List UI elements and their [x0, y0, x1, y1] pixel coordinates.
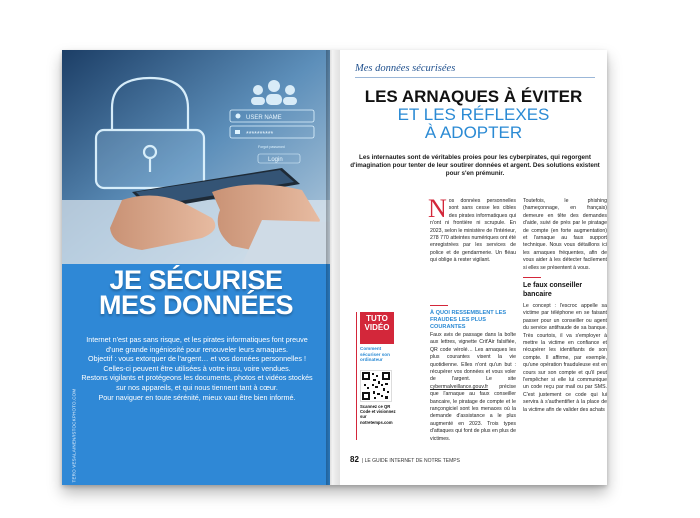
- qr-code[interactable]: [360, 370, 392, 402]
- qr-code-icon: [361, 371, 391, 401]
- intro-line: Restons vigilants et protégeons les documents, photos et vidéos stockés: [81, 373, 313, 383]
- page-kicker: Mes données sécurisées: [355, 63, 456, 74]
- username-field: USER NAME: [246, 115, 282, 121]
- tuto-description: Comment sécuriser son ordinateur: [360, 346, 390, 363]
- cybermalveillance-link[interactable]: cybermalveillance.gouv.fr: [430, 383, 489, 390]
- intro-paragraph: os données personnelles sont sans cesse les cibles des pirates informatiques qui n'ont ni frontière ni scrupule. En 2023, selon le ministère de l'Intérieur, 278 770 atteintes numériques ont été enregistrées par les services de police et de gendarmerie. Un fléau qui oblige à rester vigilant.: [430, 198, 516, 264]
- tuto-badge-line1: TUTO: [366, 314, 388, 323]
- intro-line: Internet n'est pas sans risque, et les pirates informatiques font preuve: [86, 335, 308, 344]
- article-title-line3: À ADOPTER: [424, 123, 523, 142]
- subhead-fake-advisor: Le faux conseiller bancaire: [523, 282, 583, 298]
- body-text: Faux avis de passage dans la boîte aux lettres, vignette Crit'Air falsifiée, QR code vérolé… Les arnaques les plus courantes visent la vie quotidienne. Elles n'ont qu'un but : récupérer vos données et vous voler de l'argent. Le site: [430, 332, 516, 383]
- section-intro: [72, 335, 322, 402]
- subhead-frauds: À QUOI RESSEMBLENT LES FRAUDES LES PLUS COURANTES: [430, 310, 507, 330]
- column-1-body: [430, 332, 516, 443]
- hero-photo: [62, 50, 330, 264]
- intro-line: d'une grande ingéniosité pour renouveler leurs arnaques.: [106, 344, 288, 354]
- intro-line: sur nos appareils, et qui nous tiennent tant à cœur.: [116, 382, 278, 392]
- intro-line: Objectif : vous extorquer de l'argent… et vos données personnelles !: [88, 354, 306, 364]
- section-title-line2: MES DONNÉES: [98, 290, 294, 320]
- body-text: précise que l'arnaque au faux conseiller bancaire, le piratage de compte et le rançongiciel sont les menaces où la demande d'assistance a le plus augmenté en 2023. Trois types d'attaques qui font de plus en plus de victimes.: [430, 383, 516, 442]
- password-field: **********: [246, 131, 274, 138]
- column-1-intro: [428, 194, 516, 265]
- right-page: [340, 50, 607, 485]
- subhead-rule: [523, 277, 541, 278]
- section-title: [62, 265, 330, 320]
- qr-instructions: Scannez ce QR Code et visionnez sur notretemps.com: [360, 404, 396, 425]
- forgot-password-text: Forgot password: [258, 145, 285, 149]
- column-2-body: Le concept : l'escroc appelle sa victime par téléphone en se faisant passer pour un conseiller ou agent du service antifraude de sa banque. Très courtois, il va s'employer à mettre la victime en confiance et récupérer les identifiants de son compte. Il affirme, par exemple, qu'une opération frauduleuse est en cours sur son compte et qu'il peut l'empêcher si elle lui communique un code reçu par mail ou par SMS. C'est justement ce code qui lui servira à s'authentifier à la place de la victime afin de valider des achats: [523, 303, 607, 413]
- left-page: [62, 50, 330, 485]
- tuto-badge: [360, 312, 394, 344]
- hero-photo-illustration: [62, 50, 330, 264]
- user-icon: [236, 114, 241, 119]
- magazine-spread: [62, 50, 607, 485]
- photo-credit: TERO VESALAINEN/ISTOCKPHOTO.COM: [71, 388, 77, 483]
- article-title: [340, 88, 607, 142]
- page-footer: [350, 455, 460, 464]
- section-title-line1: JE SÉCURISE: [109, 265, 283, 295]
- column-2-top: Toutefois, le phishing (hameçonnage, en français) demeure en tête des demandes d'aide, suivi de près par le piratage de compte (en forte augmentation) et l'arnaque au faux support technique. Nous vous détaillons ici les arnaques fréquentes, afin de vous aider à les détecter facilement si elles se présentent à vous.: [523, 198, 607, 271]
- kicker-divider: [355, 77, 595, 78]
- subhead-rule: [430, 305, 448, 306]
- tuto-video-box: [356, 312, 425, 440]
- intro-line: Celles-ci peuvent être utilisées à votre insu, voire vendues.: [103, 363, 291, 373]
- article-title-line2: ET LES RÉFLEXES: [397, 105, 550, 124]
- page-number: 82: [350, 455, 359, 464]
- intro-line: Pour naviguer en toute sérénité, mieux vaut être bien informé.: [98, 392, 296, 402]
- drop-cap: N: [428, 194, 447, 223]
- login-button-illustration: Login: [268, 157, 283, 163]
- page-gutter: [326, 50, 340, 485]
- footer-publication: | LE GUIDE INTERNET DE NOTRE TEMPS: [361, 458, 460, 464]
- article-standfirst: Les internautes sont de véritables proies pour les cyberpirates, qui regorgent d'imagination pour tenter de leur soutirer données et argent. Des solutions existent pour s'en prémunir.: [350, 154, 600, 177]
- lock-icon: [235, 130, 240, 134]
- article-title-line1: LES ARNAQUES À ÉVITER: [364, 87, 583, 106]
- tuto-badge-line2: VIDÉO: [364, 323, 390, 332]
